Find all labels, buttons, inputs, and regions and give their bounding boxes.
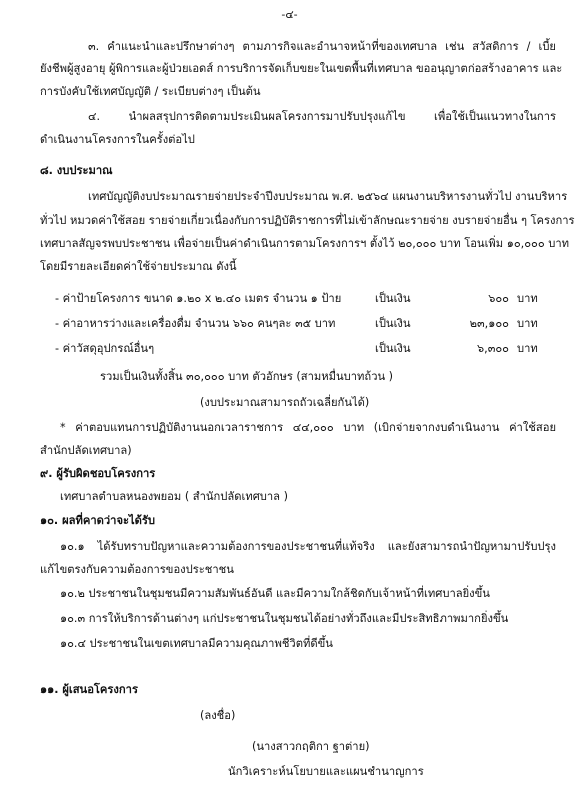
proposer-heading: ๑๑. ผู้เสนอโครงการ <box>40 683 138 696</box>
budget-item-unit: บาท <box>517 317 538 330</box>
budget-item-label: เป็นเงิน <box>375 292 411 305</box>
budget-item-desc: - ค่าวัสดุอุปกรณ์อื่นๆ <box>55 342 155 355</box>
budget-item-amount: ๒๓,๑๐๐ <box>469 317 509 330</box>
results-heading: ๑๐. ผลที่คาดว่าจะได้รับ <box>40 514 156 527</box>
budget-note: (งบประมาณสามารถถัวเฉลี่ยกันได้) <box>200 396 370 409</box>
overtime-line1: * ค่าตอบแทนการปฏิบัติงานนอกเวลาราชการ ๔๔,๐๐๐ บาท (เบิกจ่ายจากงบดำเนินงาน ค่าใช้สอย <box>60 421 556 434</box>
item3-line3: การบังคับใช้เทศบัญญัติ / ระเบียบต่างๆ เป็นต้น <box>40 85 261 98</box>
page-number: -๔- <box>281 8 298 21</box>
result-1-line2: แก้ไขตรงกับความต้องการของประชาชน <box>40 563 234 576</box>
item3-line1: ๓. คำแนะนำและปรึกษาต่างๆ ตามภารกิจและอำนาจหน้าที่ของเทศบาล เช่น สวัสดิการ / เบี้ย <box>88 40 556 53</box>
budget-item-unit: บาท <box>517 342 538 355</box>
budget-heading: ๘. งบประมาณ <box>40 164 113 177</box>
budget-paragraph-line1: เทศบัญญัติงบประมาณรายจ่ายประจำปีงบประมาณ พ.ศ. ๒๕๖๔ แผนงานบริหารงานทั่วไป งานบริหาร <box>88 190 568 203</box>
result-1-line1: ๑๐.๑ ได้รับทราบปัญหาและความต้องการของประชาชนที่แท้จริง และยังสามารถนำปัญหามาปรับปรุง <box>60 540 556 553</box>
result-2: ๑๐.๒ ประชาชนในชุมชนมีความสัมพันธ์อันดี และมีความใกล้ชิดกับเจ้าหน้าที่เทศบาลยิ่งขึ้น <box>60 587 490 600</box>
item4-line2: ดำเนินงานโครงการในครั้งต่อไป <box>40 133 195 146</box>
budget-item-desc: - ค่าป้ายโครงการ ขนาด ๑.๒๐ x ๒.๔๐ เมตร จำนวน ๑ ป้าย <box>55 292 342 305</box>
item3-line2: ยังชีพผู้สูงอายุ ผู้พิการและผู้ป่วยเอดส์ การบริการจัดเก็บขยะในเขตพื้นที่เทศบาล ขออนุญาตก่อสร้างอาคาร และ <box>40 62 563 75</box>
responsible-heading: ๙. ผู้รับผิดชอบโครงการ <box>40 467 156 480</box>
responsible-text: เทศบาลตำบลหนองพยอม ( สำนักปลัดเทศบาล ) <box>60 490 288 503</box>
budget-paragraph-line4: โดยมีรายละเอียดค่าใช้จ่ายประมาณ ดังนี้ <box>40 260 237 273</box>
item4-line1: ๔. นำผลสรุปการติดตามประเมินผลโครงการมาปรับปรุงแก้ไข เพื่อใช้เป็นแนวทางในการ <box>88 110 556 123</box>
budget-item-amount: ๖,๓๐๐ <box>477 342 509 355</box>
budget-item-desc: - ค่าอาหารว่างและเครื่องดื่ม จำนวน ๖๖๐ คนๆละ ๓๕ บาท <box>55 317 336 330</box>
budget-item-label: เป็นเงิน <box>375 317 411 330</box>
result-4: ๑๐.๔ ประชาชนในเขตเทศบาลมีความคุณภาพชีวิตที่ดีขึ้น <box>60 637 333 650</box>
proposer-position: นักวิเคราะห์นโยบายและแผนชำนาญการ <box>228 765 424 778</box>
budget-paragraph-line3: เทศบาลสัญจรพบประชาชน เพื่อจ่ายเป็นค่าดำเนินการตามโครงการฯ ตั้งไว้ ๒๐,๐๐๐ บาท โอนเพิ่ม ๑๐,๐๐๐ บาท <box>40 237 569 250</box>
budget-total: รวมเป็นเงินทั้งสิ้น ๓๐,๐๐๐ บาท ตัวอักษร (สามหมื่นบาทถ้วน ) <box>100 370 394 383</box>
budget-item-unit: บาท <box>517 292 538 305</box>
budget-item-amount: ๖๐๐ <box>488 292 509 305</box>
budget-paragraph-line2: ทั่วไป หมวดค่าใช้สอย รายจ่ายเกี่ยวเนื่องกับการปฏิบัติราชการที่ไม่เข้าลักษณะรายจ่าย งบรายจ่ายอื่น ๆ โครงการ <box>40 214 575 227</box>
signature-label: (ลงชื่อ) <box>200 709 236 722</box>
result-3: ๑๐.๓ การให้บริการด้านต่างๆ แก่ประชาชนในชุมชนได้อย่างทั่วถึงและมีประสิทธิภาพมากยิ่งขึ้น <box>60 612 509 625</box>
budget-item-label: เป็นเงิน <box>375 342 411 355</box>
proposer-name: (นางสาวกฤติกา ฐาต่าย) <box>252 740 370 753</box>
overtime-line2: สำนักปลัดเทศบาล) <box>40 444 132 457</box>
